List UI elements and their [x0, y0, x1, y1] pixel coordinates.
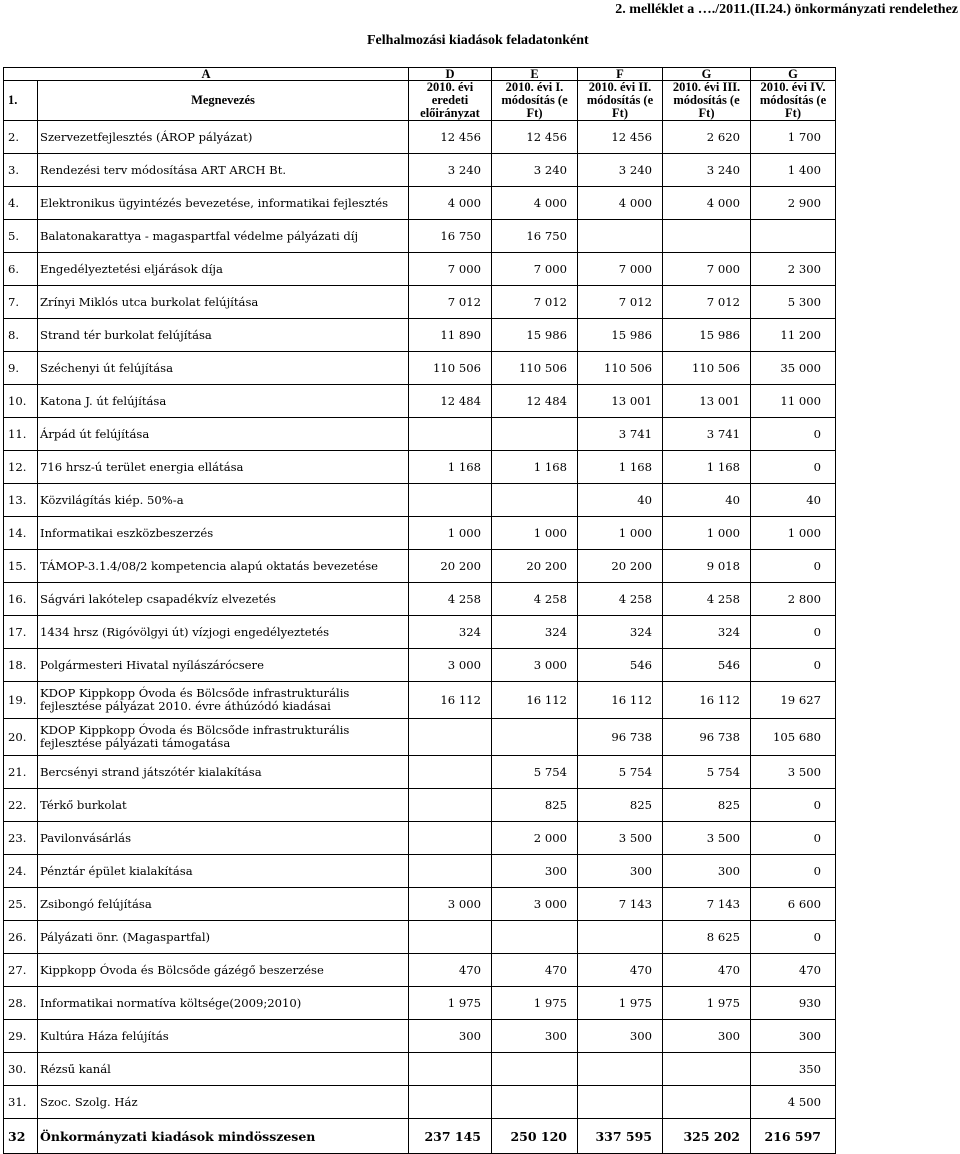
column-header: 2010. évi II. módosítás (e Ft) — [578, 81, 663, 121]
value-cell — [663, 220, 751, 253]
value-cell: 546 — [663, 649, 751, 682]
table-row — [4, 451, 836, 484]
table-row — [4, 484, 836, 517]
value-cell: 5 754 — [663, 756, 751, 789]
row-number: 25. — [4, 888, 38, 921]
value-cell: 110 506 — [578, 352, 663, 385]
row-number: 9. — [4, 352, 38, 385]
row-name: Katona J. út felújítása — [38, 385, 409, 418]
row-name: Zsibongó felújítása — [38, 888, 409, 921]
row-name: Engedélyeztetési eljárások díja — [38, 253, 409, 286]
row-name: 716 hrsz-ú terület energia ellátása — [38, 451, 409, 484]
value-cell: 1 975 — [492, 987, 578, 1020]
row-number: 31. — [4, 1086, 38, 1119]
row-name: Pavilonvásárlás — [38, 822, 409, 855]
row-name: Polgármesteri Hivatal nyílászárócsere — [38, 649, 409, 682]
value-cell: 20 200 — [492, 550, 578, 583]
value-cell — [409, 418, 492, 451]
value-cell: 9 018 — [663, 550, 751, 583]
value-cell: 16 112 — [578, 682, 663, 719]
row-number: 28. — [4, 987, 38, 1020]
table-row — [4, 822, 836, 855]
row-name: Önkormányzati kiadások mindösszesen — [38, 1119, 409, 1154]
value-cell: 13 001 — [663, 385, 751, 418]
value-cell: 1 000 — [409, 517, 492, 550]
column-header: 2010. évi I. módosítás (e Ft) — [492, 81, 578, 121]
value-cell: 8 625 — [663, 921, 751, 954]
table-row — [4, 855, 836, 888]
row-number: 22. — [4, 789, 38, 822]
value-cell — [578, 220, 663, 253]
value-cell: 7 012 — [492, 286, 578, 319]
value-cell: 40 — [663, 484, 751, 517]
row-number: 12. — [4, 451, 38, 484]
row-name: Közvilágítás kiép. 50%-a — [38, 484, 409, 517]
value-cell: 324 — [492, 616, 578, 649]
value-cell — [492, 921, 578, 954]
table-row — [4, 286, 836, 319]
value-cell: 3 000 — [409, 649, 492, 682]
value-cell: 1 975 — [578, 987, 663, 1020]
table-row — [4, 418, 836, 451]
value-cell: 1 975 — [409, 987, 492, 1020]
value-cell — [578, 921, 663, 954]
value-cell: 1 168 — [409, 451, 492, 484]
row-name: KDOP Kippkopp Óvoda és Bölcsőde infrastrukturális fejlesztése pályázati támogatása — [38, 719, 409, 756]
row-number: 4. — [4, 187, 38, 220]
value-cell — [409, 1053, 492, 1086]
value-cell: 12 484 — [492, 385, 578, 418]
column-letter: E — [492, 68, 578, 81]
row-number: 24. — [4, 855, 38, 888]
value-cell: 7 000 — [492, 253, 578, 286]
row-number: 2. — [4, 121, 38, 154]
table-row — [4, 719, 836, 756]
value-cell: 0 — [751, 921, 836, 954]
value-cell — [409, 855, 492, 888]
value-cell: 1 400 — [751, 154, 836, 187]
value-cell: 11 200 — [751, 319, 836, 352]
value-cell: 5 754 — [578, 756, 663, 789]
value-cell: 15 986 — [663, 319, 751, 352]
table-row — [4, 649, 836, 682]
value-cell: 1 168 — [663, 451, 751, 484]
value-cell: 3 240 — [578, 154, 663, 187]
value-cell: 2 300 — [751, 253, 836, 286]
value-cell — [663, 1086, 751, 1119]
table-row — [4, 220, 836, 253]
value-cell: 237 145 — [409, 1119, 492, 1154]
value-cell — [409, 756, 492, 789]
value-cell: 930 — [751, 987, 836, 1020]
value-cell: 300 — [492, 1020, 578, 1053]
value-cell: 3 240 — [492, 154, 578, 187]
row-number: 3. — [4, 154, 38, 187]
value-cell: 19 627 — [751, 682, 836, 719]
expenditure-table — [3, 67, 836, 1154]
value-cell: 3 000 — [492, 888, 578, 921]
value-cell: 2 000 — [492, 822, 578, 855]
table-row — [4, 517, 836, 550]
value-cell — [409, 921, 492, 954]
row-number: 7. — [4, 286, 38, 319]
value-cell: 12 484 — [409, 385, 492, 418]
value-cell: 3 500 — [663, 822, 751, 855]
value-cell: 4 000 — [578, 187, 663, 220]
value-cell: 300 — [578, 1020, 663, 1053]
value-cell: 3 240 — [663, 154, 751, 187]
table-row — [4, 550, 836, 583]
row-name: KDOP Kippkopp Óvoda és Bölcsőde infrastrukturális fejlesztése pályázat 2010. évre áthúzódó kiadásai — [38, 682, 409, 719]
value-cell: 40 — [578, 484, 663, 517]
value-cell: 470 — [663, 954, 751, 987]
table-row — [4, 1020, 836, 1053]
table-row — [4, 154, 836, 187]
row-number: 15. — [4, 550, 38, 583]
value-cell: 5 754 — [492, 756, 578, 789]
column-header: 2010. évi eredeti előirányzat — [409, 81, 492, 121]
table-row — [4, 187, 836, 220]
value-cell: 35 000 — [751, 352, 836, 385]
value-cell: 1 000 — [578, 517, 663, 550]
value-cell: 96 738 — [663, 719, 751, 756]
value-cell: 470 — [492, 954, 578, 987]
value-cell: 7 012 — [409, 286, 492, 319]
value-cell: 16 112 — [663, 682, 751, 719]
value-cell: 15 986 — [578, 319, 663, 352]
table-row — [4, 1086, 836, 1119]
value-cell: 3 741 — [578, 418, 663, 451]
value-cell: 470 — [409, 954, 492, 987]
value-cell: 40 — [751, 484, 836, 517]
value-cell: 4 258 — [409, 583, 492, 616]
value-cell: 216 597 — [751, 1119, 836, 1154]
value-cell: 4 000 — [492, 187, 578, 220]
value-cell: 3 000 — [409, 888, 492, 921]
value-cell: 1 000 — [751, 517, 836, 550]
value-cell: 96 738 — [578, 719, 663, 756]
row-number: 32 — [4, 1119, 38, 1154]
value-cell — [492, 418, 578, 451]
value-cell: 7 000 — [409, 253, 492, 286]
row-name: Ságvári lakótelep csapadékvíz elvezetés — [38, 583, 409, 616]
value-cell: 7 143 — [663, 888, 751, 921]
value-cell: 3 741 — [663, 418, 751, 451]
value-cell: 105 680 — [751, 719, 836, 756]
row-name: Térkő burkolat — [38, 789, 409, 822]
row-name: Szervezetfejlesztés (ÁROP pályázat) — [38, 121, 409, 154]
total-row — [4, 1119, 836, 1154]
row-number: 27. — [4, 954, 38, 987]
value-cell: 546 — [578, 649, 663, 682]
row-name: Elektronikus ügyintézés bevezetése, informatikai fejlesztés — [38, 187, 409, 220]
value-cell: 1 975 — [663, 987, 751, 1020]
value-cell: 324 — [578, 616, 663, 649]
value-cell: 13 001 — [578, 385, 663, 418]
row-number: 5. — [4, 220, 38, 253]
row-number: 6. — [4, 253, 38, 286]
row-name: Rendezési terv módosítása ART ARCH Bt. — [38, 154, 409, 187]
table-row — [4, 253, 836, 286]
row-name: Rézsű kanál — [38, 1053, 409, 1086]
value-cell: 110 506 — [663, 352, 751, 385]
value-cell: 12 456 — [409, 121, 492, 154]
value-cell: 470 — [751, 954, 836, 987]
value-cell: 4 500 — [751, 1086, 836, 1119]
value-cell: 7 012 — [578, 286, 663, 319]
column-header: 2010. évi IV. módosítás (e Ft) — [751, 81, 836, 121]
value-cell: 1 000 — [492, 517, 578, 550]
value-cell: 4 258 — [663, 583, 751, 616]
value-cell: 0 — [751, 789, 836, 822]
value-cell — [492, 484, 578, 517]
value-cell: 7 000 — [578, 253, 663, 286]
value-cell: 11 890 — [409, 319, 492, 352]
value-cell: 337 595 — [578, 1119, 663, 1154]
value-cell — [409, 822, 492, 855]
annex-reference: 2. melléklet a …./2011.(II.24.) önkormányzati rendelethez — [615, 2, 958, 17]
value-cell: 300 — [492, 855, 578, 888]
column-letter: A — [4, 68, 409, 81]
value-cell — [578, 1053, 663, 1086]
value-cell: 470 — [578, 954, 663, 987]
value-cell: 825 — [663, 789, 751, 822]
value-cell: 2 900 — [751, 187, 836, 220]
table-row — [4, 954, 836, 987]
value-cell: 250 120 — [492, 1119, 578, 1154]
value-cell: 16 750 — [409, 220, 492, 253]
row-name: Kippkopp Óvoda és Bölcsőde gázégő beszerzése — [38, 954, 409, 987]
value-cell: 0 — [751, 451, 836, 484]
table-row — [4, 756, 836, 789]
row-name: TÁMOP-3.1.4/08/2 kompetencia alapú oktatás bevezetése — [38, 550, 409, 583]
table-row — [4, 352, 836, 385]
value-cell: 7 012 — [663, 286, 751, 319]
value-cell: 0 — [751, 649, 836, 682]
row-number: 14. — [4, 517, 38, 550]
value-cell — [409, 484, 492, 517]
value-cell: 2 620 — [663, 121, 751, 154]
column-letter: F — [578, 68, 663, 81]
row-name: Strand tér burkolat felújítása — [38, 319, 409, 352]
column-letter: G — [663, 68, 751, 81]
name-header: Megnevezés — [38, 81, 409, 121]
value-cell: 300 — [409, 1020, 492, 1053]
row-name: Informatikai normatíva költsége(2009;2010) — [38, 987, 409, 1020]
value-cell: 0 — [751, 822, 836, 855]
value-cell: 16 112 — [409, 682, 492, 719]
value-cell — [578, 1086, 663, 1119]
row-number: 23. — [4, 822, 38, 855]
row-name: Pénztár épület kialakítása — [38, 855, 409, 888]
row-name: Informatikai eszközbeszerzés — [38, 517, 409, 550]
value-cell: 0 — [751, 616, 836, 649]
value-cell: 0 — [751, 855, 836, 888]
value-cell: 324 — [663, 616, 751, 649]
value-cell: 300 — [663, 855, 751, 888]
row-number: 26. — [4, 921, 38, 954]
value-cell: 2 800 — [751, 583, 836, 616]
value-cell: 7 143 — [578, 888, 663, 921]
column-header-row — [4, 81, 836, 121]
row-number: 11. — [4, 418, 38, 451]
row-number: 30. — [4, 1053, 38, 1086]
row-name: Széchenyi út felújítása — [38, 352, 409, 385]
row-number: 8. — [4, 319, 38, 352]
value-cell: 4 258 — [492, 583, 578, 616]
table-row — [4, 121, 836, 154]
table-row — [4, 789, 836, 822]
column-header: 2010. évi III. módosítás (e Ft) — [663, 81, 751, 121]
value-cell: 110 506 — [409, 352, 492, 385]
row-name: Árpád út felújítása — [38, 418, 409, 451]
table-row — [4, 616, 836, 649]
row-number: 17. — [4, 616, 38, 649]
row-name: Szoc. Szolg. Ház — [38, 1086, 409, 1119]
column-letter: D — [409, 68, 492, 81]
value-cell: 16 112 — [492, 682, 578, 719]
value-cell: 4 000 — [409, 187, 492, 220]
row-name: Balatonakarattya - magaspartfal védelme pályázati díj — [38, 220, 409, 253]
value-cell: 1 000 — [663, 517, 751, 550]
value-cell: 3 500 — [751, 756, 836, 789]
value-cell: 1 700 — [751, 121, 836, 154]
table-row — [4, 888, 836, 921]
table-row — [4, 583, 836, 616]
value-cell: 16 750 — [492, 220, 578, 253]
row-number: 29. — [4, 1020, 38, 1053]
value-cell — [492, 719, 578, 756]
value-cell — [409, 789, 492, 822]
value-cell: 7 000 — [663, 253, 751, 286]
row-name: Pályázati önr. (Magaspartfal) — [38, 921, 409, 954]
row-number: 20. — [4, 719, 38, 756]
table-row — [4, 1053, 836, 1086]
value-cell: 3 000 — [492, 649, 578, 682]
row-number: 19. — [4, 682, 38, 719]
value-cell: 12 456 — [492, 121, 578, 154]
value-cell: 300 — [663, 1020, 751, 1053]
value-cell: 300 — [751, 1020, 836, 1053]
value-cell: 0 — [751, 418, 836, 451]
table-row — [4, 319, 836, 352]
row-number: 16. — [4, 583, 38, 616]
row-number: 13. — [4, 484, 38, 517]
value-cell — [409, 1086, 492, 1119]
value-cell — [663, 1053, 751, 1086]
value-cell: 20 200 — [409, 550, 492, 583]
value-cell: 1 168 — [492, 451, 578, 484]
row-name: Bercsényi strand játszótér kialakítása — [38, 756, 409, 789]
value-cell: 325 202 — [663, 1119, 751, 1154]
row-number: 21. — [4, 756, 38, 789]
value-cell: 0 — [751, 550, 836, 583]
value-cell: 5 300 — [751, 286, 836, 319]
value-cell: 825 — [578, 789, 663, 822]
value-cell — [492, 1053, 578, 1086]
value-cell: 6 600 — [751, 888, 836, 921]
value-cell: 12 456 — [578, 121, 663, 154]
table-row — [4, 987, 836, 1020]
table-row — [4, 921, 836, 954]
value-cell: 15 986 — [492, 319, 578, 352]
row-name: Zrínyi Miklós utca burkolat felújítása — [38, 286, 409, 319]
column-letter-row — [4, 68, 836, 81]
value-cell — [409, 719, 492, 756]
row-name: 1434 hrsz (Rigóvölgyi út) vízjogi engedélyeztetés — [38, 616, 409, 649]
value-cell: 110 506 — [492, 352, 578, 385]
value-cell — [751, 220, 836, 253]
value-cell: 350 — [751, 1053, 836, 1086]
nr-header: 1. — [4, 81, 38, 121]
table-row — [4, 682, 836, 719]
value-cell: 825 — [492, 789, 578, 822]
value-cell — [492, 1086, 578, 1119]
value-cell: 11 000 — [751, 385, 836, 418]
column-letter: G — [751, 68, 836, 81]
row-name: Kultúra Háza felújítás — [38, 1020, 409, 1053]
value-cell: 300 — [578, 855, 663, 888]
value-cell: 1 168 — [578, 451, 663, 484]
value-cell: 4 258 — [578, 583, 663, 616]
value-cell: 4 000 — [663, 187, 751, 220]
value-cell: 3 240 — [409, 154, 492, 187]
value-cell: 3 500 — [578, 822, 663, 855]
row-number: 18. — [4, 649, 38, 682]
value-cell: 324 — [409, 616, 492, 649]
value-cell: 20 200 — [578, 550, 663, 583]
row-number: 10. — [4, 385, 38, 418]
table-row — [4, 385, 836, 418]
page-title: Felhalmozási kiadások feladatonként — [367, 33, 589, 48]
